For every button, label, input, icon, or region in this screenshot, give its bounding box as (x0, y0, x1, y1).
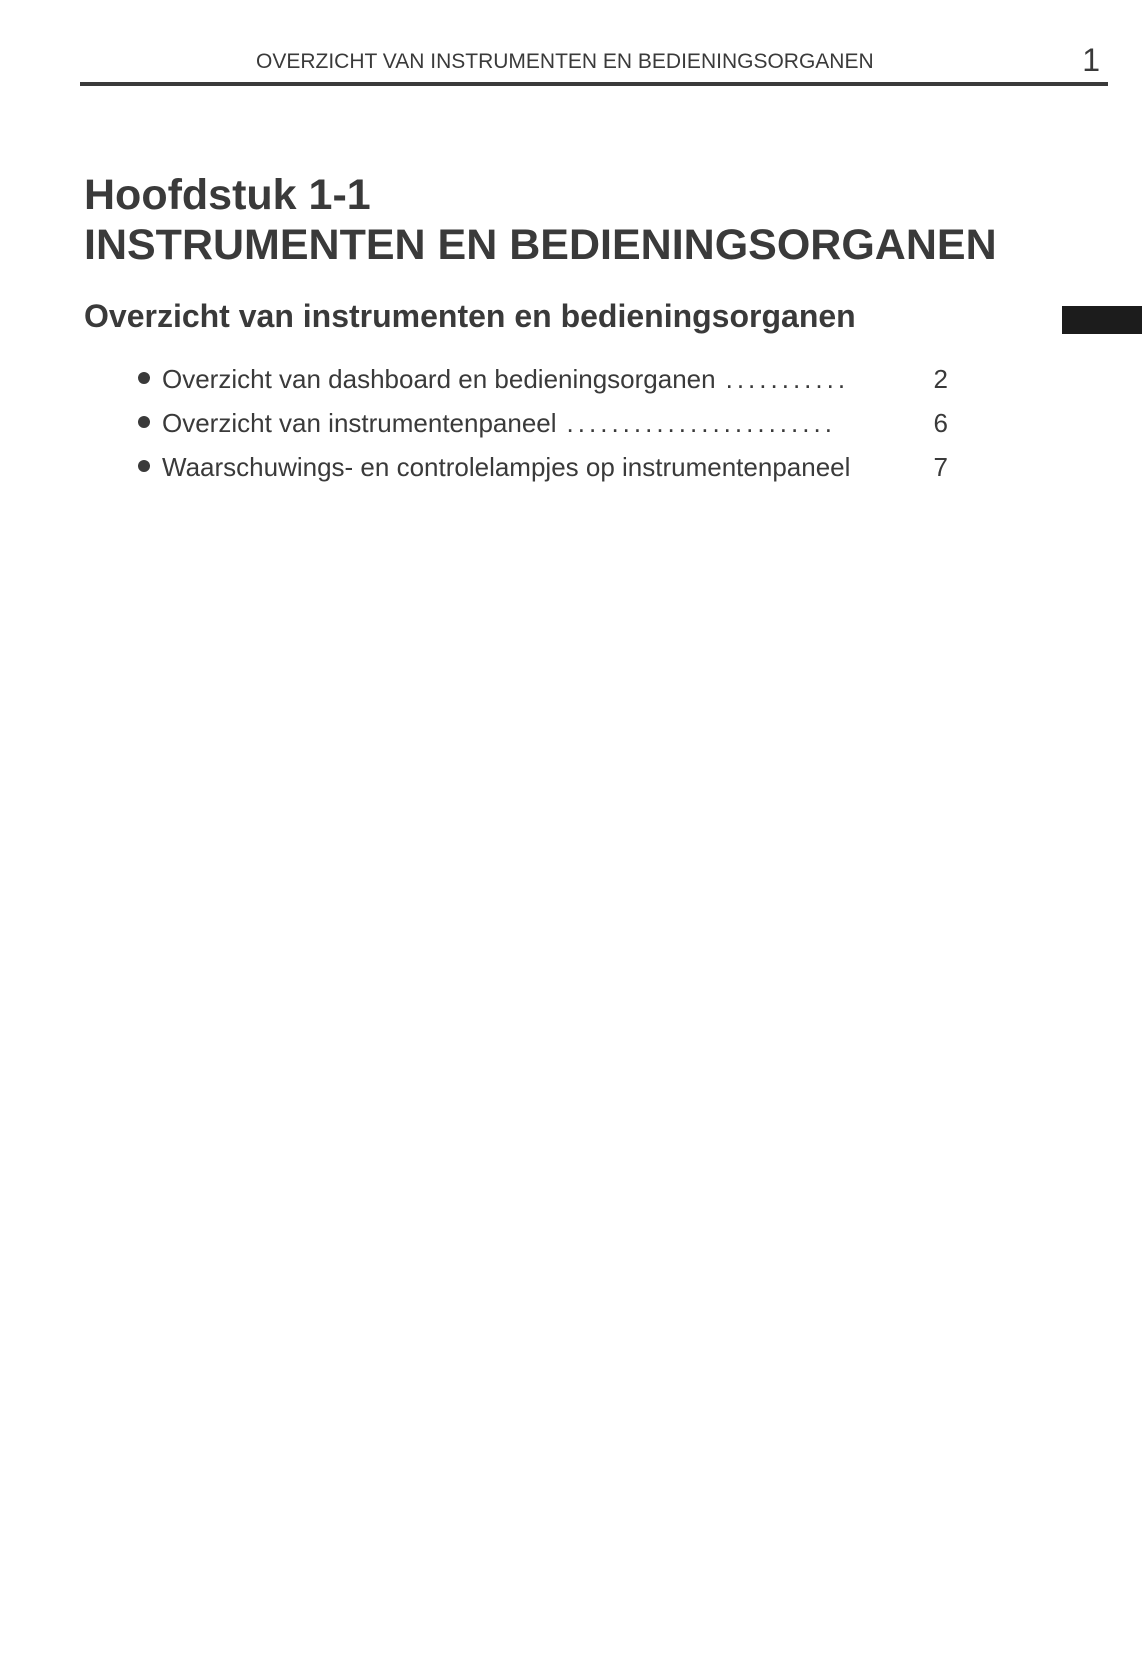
toc-item[interactable] (138, 364, 948, 408)
toc-item-page: 2 (933, 364, 948, 394)
toc-dot-leader: ........................ (566, 408, 836, 438)
toc-item-label: Waarschuwings- en controlelampjes op instrumentenpaneel (162, 452, 851, 482)
toc-item-page: 6 (933, 408, 948, 438)
section-title: Overzicht van instrumenten en bedieningsorganen (84, 298, 856, 334)
toc-item-label: Overzicht van instrumentenpaneel (162, 408, 557, 438)
chapter-thumb-tab (1062, 306, 1142, 334)
bullet-icon (138, 372, 150, 384)
toc-dot-leader: ........... (725, 364, 850, 394)
chapter-heading (84, 170, 997, 270)
chapter-number: Hoofdstuk 1-1 (84, 171, 371, 219)
bullet-icon (138, 460, 150, 472)
toc-item[interactable] (138, 408, 948, 452)
toc-item-page: 7 (933, 452, 948, 482)
chapter-title: INSTRUMENTEN EN BEDIENINGSORGANEN (84, 221, 997, 269)
bullet-icon (138, 416, 150, 428)
running-header (80, 42, 1108, 86)
toc-item-label: Overzicht van dashboard en bedieningsorganen (162, 364, 716, 394)
page-number: 1 (1082, 42, 1100, 78)
running-title: OVERZICHT VAN INSTRUMENTEN EN BEDIENINGSORGANEN (256, 50, 874, 73)
toc-item[interactable] (138, 452, 948, 496)
table-of-contents (138, 364, 948, 496)
